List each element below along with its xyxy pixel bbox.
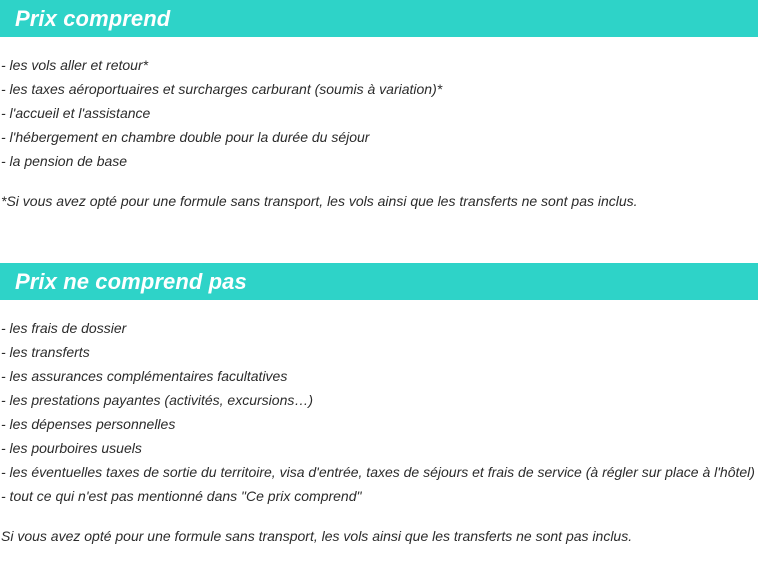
included-item: - les vols aller et retour* — [1, 57, 149, 73]
excluded-item: - les pourboires usuels — [1, 440, 142, 456]
excluded-item: - les assurances complémentaires facultatives — [1, 368, 288, 384]
included-section-title: Prix comprend — [15, 5, 171, 31]
included-item: - l'accueil et l'assistance — [1, 105, 151, 121]
excluded-footnote: Si vous avez opté pour une formule sans transport, les vols ainsi que les transferts ne sont pas inclus. — [1, 528, 633, 544]
excluded-section-header — [0, 263, 758, 300]
excluded-list — [1, 316, 755, 508]
included-item: - l'hébergement en chambre double pour la durée du séjour — [1, 129, 370, 145]
excluded-item: - les éventuelles taxes de sortie du territoire, visa d'entrée, taxes de séjours et frais de service (à régler sur place à l'hôtel) — [1, 464, 755, 480]
excluded-section-title: Prix ne comprend pas — [15, 268, 247, 294]
excluded-item: - les transferts — [1, 344, 90, 360]
excluded-item: - les frais de dossier — [1, 320, 127, 336]
included-list — [1, 53, 442, 173]
excluded-item: - les prestations payantes (activités, excursions…) — [1, 392, 314, 408]
included-footnote: *Si vous avez opté pour une formule sans transport, les vols ainsi que les transferts ne sont pas inclus. — [1, 193, 638, 209]
excluded-item: - tout ce qui n'est pas mentionné dans "Ce prix comprend" — [1, 488, 362, 504]
included-item: - les taxes aéroportuaires et surcharges carburant (soumis à variation)* — [1, 81, 443, 97]
included-item: - la pension de base — [1, 153, 128, 169]
excluded-item: - les dépenses personnelles — [1, 416, 176, 432]
included-section-header — [0, 0, 758, 37]
